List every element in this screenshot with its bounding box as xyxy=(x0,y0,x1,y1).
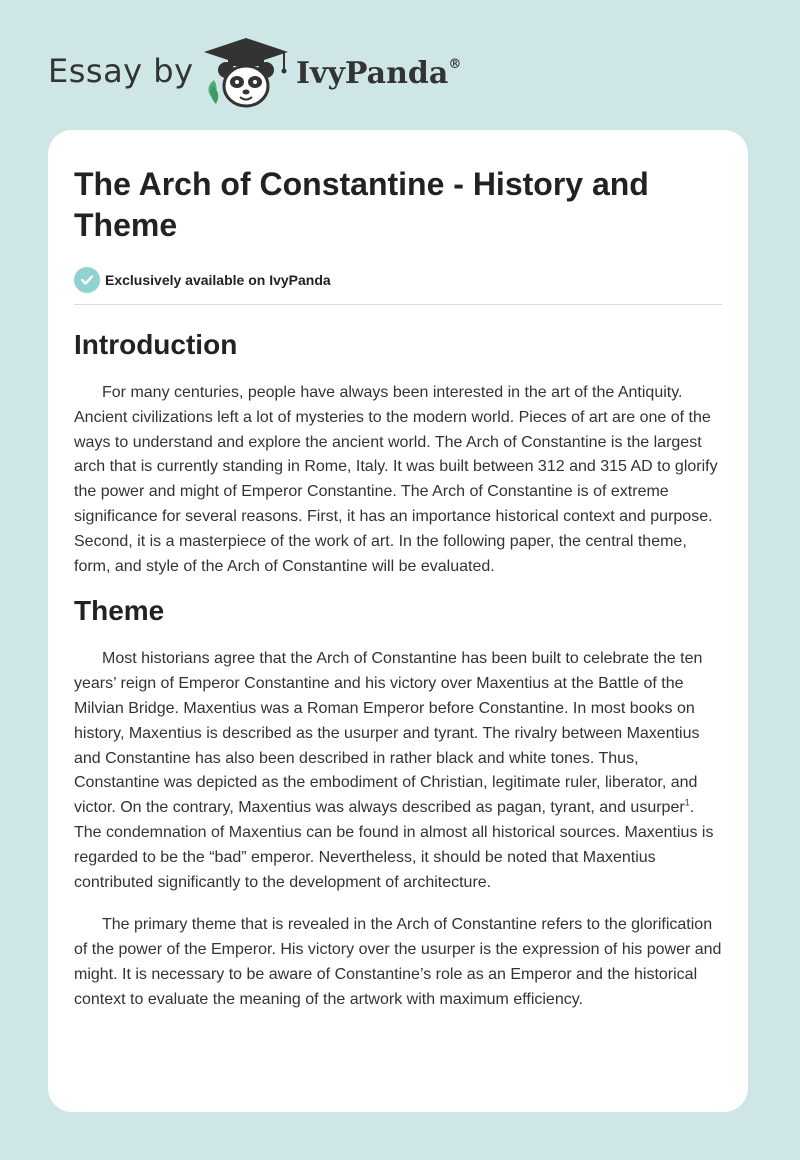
essay-card xyxy=(48,130,748,1112)
essay-by-label: Essay by xyxy=(48,52,194,90)
footnote-reference[interactable]: 1 xyxy=(684,797,690,808)
section-heading-introduction: Introduction xyxy=(74,329,238,360)
paragraph-theme-2: The primary theme that is revealed in the Arch of Constantine refers to the glorification of the power of the Emperor. His victory over the usurper is the expression of his power and might. It is necessary to be aware of Constantine’s role as an Emperor and the historical context to evaluate the meaning of the artwork with maximum efficiency. xyxy=(74,916,722,1008)
paragraph-introduction: For many centuries, people have always been interested in the art of the Antiquity. Ancient civilizations left a lot of mysteries to the modern world. Pieces of art are one of the ways to understand and explore the ancient world. The Arch of Constantine is the largest arch that is currently standing in Rome, Italy. It was built between 312 and 315 AD to glorify the power and might of Emperor Constantine. The Arch of Constantine is of extreme significance for several reasons. First, it has an importance historical context and purpose. Second, it is a masterpiece of the work of art. In the following paper, the central theme, form, and style of the Arch of Constantine will be evaluated. xyxy=(74,384,718,575)
divider xyxy=(74,304,722,305)
check-icon xyxy=(74,267,100,293)
page-title: The Arch of Constantine - History and Theme xyxy=(74,166,649,243)
brand-text: IvyPanda xyxy=(296,56,449,91)
panda-logo-icon[interactable] xyxy=(200,36,292,112)
registered-mark: ® xyxy=(448,57,462,72)
paragraph-theme-1 xyxy=(74,647,722,895)
section-heading-theme: Theme xyxy=(74,595,165,627)
brand-name[interactable] xyxy=(296,56,461,91)
exclusive-badge xyxy=(74,267,722,293)
paragraph-theme-1-text-a: Most historians agree that the Arch of Constantine has been built to celebrate the ten years’ reign of Emperor Constantine and his victory over Maxentius at the Battle of the Milvian Bridge. Maxentius was a Roman Emperor before Constantine. In most books on history, Maxentius is described as the usurper and tyrant. The rivalry between Maxentius and Constantine has also been described in rather black and white tones. Thus, Constantine was depicted as the embodiment of Christian, legitimate ruler, liberator, and victor. On the contrary, Maxentius was always described as pagan, tyrant, and usurper xyxy=(74,650,703,817)
site-header xyxy=(0,0,800,130)
exclusive-badge-label: Exclusively available on IvyPanda xyxy=(105,272,331,288)
paragraph-theme-1-text-b: . The condemnation of Maxentius can be found in almost all historical sources. Maxentius is regarded to be the “bad” emperor. Nevertheless, it should be noted that Maxentius contributed significantly to the development of architecture. xyxy=(74,799,714,891)
